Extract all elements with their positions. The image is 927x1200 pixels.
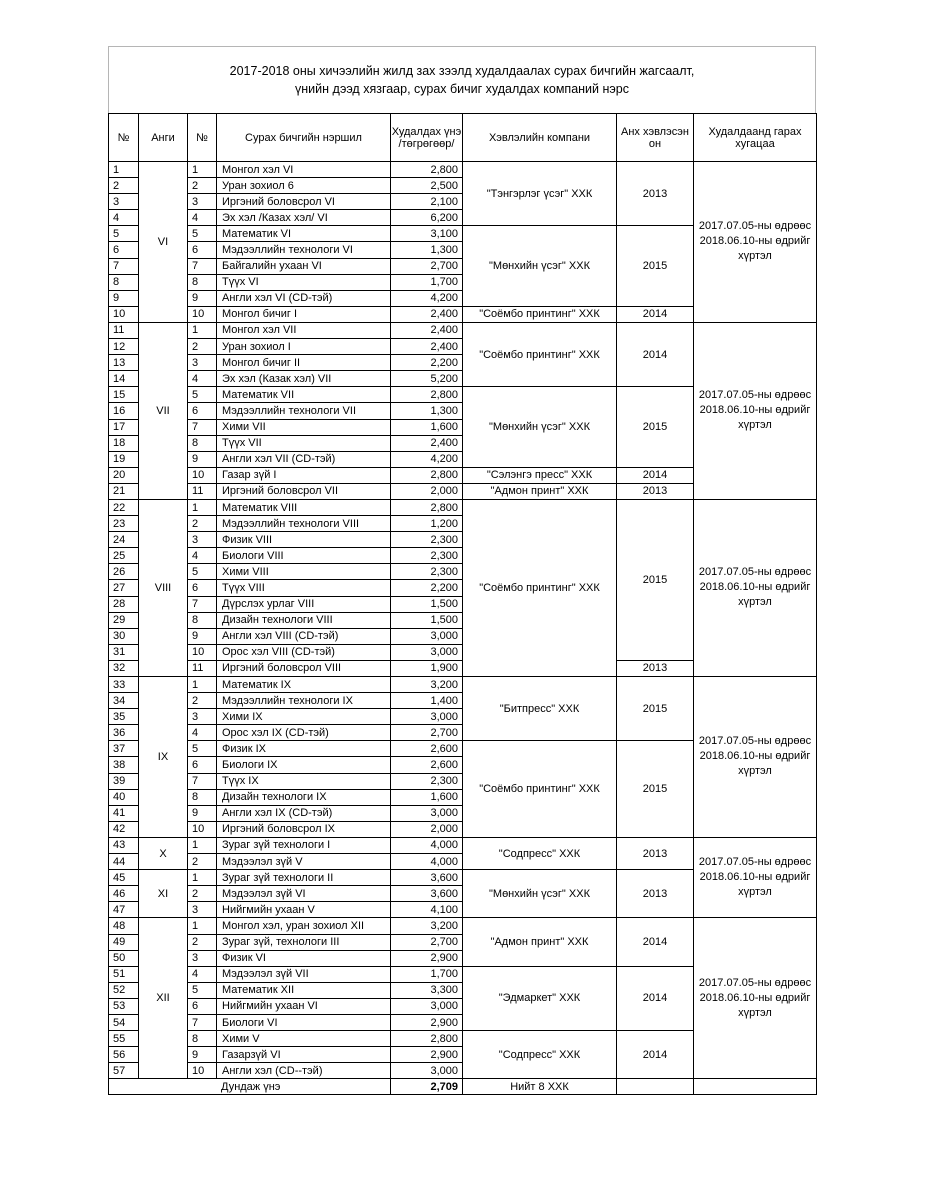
header-row xyxy=(109,114,817,162)
price-value: 3,000 xyxy=(391,805,463,821)
price-value: 2,600 xyxy=(391,741,463,757)
book-name: Физик VI xyxy=(217,950,391,966)
row-number: 28 xyxy=(109,596,139,612)
year-cell: 2013 xyxy=(617,162,694,226)
sub-number: 8 xyxy=(188,612,217,628)
book-name: Түүх VI xyxy=(217,274,391,290)
book-name: Англи хэл VIII (CD-тэй) xyxy=(217,628,391,644)
sale-period-cell: 2017.07.05-ны өдрөөс 2018.06.10-ны өдрийг хүртэл xyxy=(694,162,817,323)
row-number: 36 xyxy=(109,725,139,741)
sub-number: 3 xyxy=(188,902,217,918)
sub-number: 11 xyxy=(188,483,217,499)
sub-number: 1 xyxy=(188,837,217,853)
sub-number: 2 xyxy=(188,178,217,194)
table-row xyxy=(109,499,817,515)
title-box xyxy=(108,46,816,113)
year-cell: 2015 xyxy=(617,499,694,660)
book-name: Математик VI xyxy=(217,226,391,242)
price-value: 2,400 xyxy=(391,339,463,355)
price-value: 2,400 xyxy=(391,306,463,322)
book-name: Дүрслэх урлаг VIII xyxy=(217,596,391,612)
row-number: 51 xyxy=(109,966,139,982)
sub-number: 9 xyxy=(188,451,217,467)
book-name: Иргэний боловсрол IX xyxy=(217,821,391,837)
table-row xyxy=(109,918,817,934)
publisher-cell: "Соёмбо принтинг" ХХК xyxy=(463,741,617,838)
sub-number: 7 xyxy=(188,1014,217,1030)
row-number: 20 xyxy=(109,467,139,483)
publisher-cell: "Мөнхийн үсэг" ХХК xyxy=(463,387,617,467)
price-value: 2,700 xyxy=(391,934,463,950)
price-value: 3,000 xyxy=(391,644,463,660)
price-value: 4,200 xyxy=(391,290,463,306)
sub-number: 2 xyxy=(188,886,217,902)
grade-cell: VIII xyxy=(139,499,188,676)
row-number: 35 xyxy=(109,709,139,725)
sub-number: 5 xyxy=(188,982,217,998)
price-value: 2,800 xyxy=(391,1031,463,1047)
publisher-cell: "Соёмбо принтинг" ХХК xyxy=(463,499,617,676)
row-number: 9 xyxy=(109,290,139,306)
row-number: 4 xyxy=(109,210,139,226)
footer-row xyxy=(109,1079,817,1095)
row-number: 47 xyxy=(109,902,139,918)
sub-number: 2 xyxy=(188,516,217,532)
price-value: 3,000 xyxy=(391,709,463,725)
sub-number: 4 xyxy=(188,966,217,982)
row-number: 29 xyxy=(109,612,139,628)
row-number: 38 xyxy=(109,757,139,773)
book-name: Дизайн технологи IX xyxy=(217,789,391,805)
sub-number: 10 xyxy=(188,821,217,837)
row-number: 6 xyxy=(109,242,139,258)
row-number: 37 xyxy=(109,741,139,757)
row-number: 54 xyxy=(109,1014,139,1030)
year-cell: 2013 xyxy=(617,483,694,499)
book-name: Физик VIII xyxy=(217,532,391,548)
publisher-cell: "Соёмбо принтинг" ХХК xyxy=(463,322,617,386)
book-name: Мэдээллийн технологи VIII xyxy=(217,516,391,532)
price-value: 2,800 xyxy=(391,499,463,515)
sub-number: 11 xyxy=(188,660,217,676)
book-name: Иргэний боловсрол VII xyxy=(217,483,391,499)
year-cell: 2013 xyxy=(617,870,694,918)
sale-period-cell: 2017.07.05-ны өдрөөс 2018.06.10-ны өдрийг хүртэл xyxy=(694,837,817,917)
publisher-cell: "Битпресс" ХХК xyxy=(463,677,617,741)
book-name: Хими IX xyxy=(217,709,391,725)
sub-number: 8 xyxy=(188,274,217,290)
price-value: 4,000 xyxy=(391,854,463,870)
book-name: Монгол хэл VI xyxy=(217,162,391,178)
price-value: 2,300 xyxy=(391,548,463,564)
sub-number: 9 xyxy=(188,628,217,644)
row-number: 26 xyxy=(109,564,139,580)
price-value: 3,100 xyxy=(391,226,463,242)
price-value: 3,200 xyxy=(391,677,463,693)
price-value: 2,700 xyxy=(391,258,463,274)
price-value: 2,300 xyxy=(391,532,463,548)
price-value: 2,900 xyxy=(391,1014,463,1030)
price-value: 2,400 xyxy=(391,322,463,338)
price-value: 2,900 xyxy=(391,1047,463,1063)
book-name: Хими VII xyxy=(217,419,391,435)
row-number: 25 xyxy=(109,548,139,564)
price-value: 2,300 xyxy=(391,773,463,789)
book-name: Мэдээлэл зүй VI xyxy=(217,886,391,902)
sub-number: 10 xyxy=(188,467,217,483)
book-name: Газарзүй VI xyxy=(217,1047,391,1063)
sub-number: 4 xyxy=(188,725,217,741)
header-publisher: Хэвлэлийн компани xyxy=(463,114,617,162)
row-number: 16 xyxy=(109,403,139,419)
book-name: Орос хэл VIII (CD-тэй) xyxy=(217,644,391,660)
sub-number: 3 xyxy=(188,194,217,210)
header-first-year: Анх хэвлэсэн он xyxy=(617,114,694,162)
row-number: 52 xyxy=(109,982,139,998)
price-value: 1,200 xyxy=(391,516,463,532)
book-name: Математик IX xyxy=(217,677,391,693)
book-name: Нийгмийн ухаан V xyxy=(217,902,391,918)
sub-number: 2 xyxy=(188,693,217,709)
book-name: Мэдээллийн технологи VII xyxy=(217,403,391,419)
sub-number: 1 xyxy=(188,499,217,515)
sub-number: 1 xyxy=(188,322,217,338)
row-number: 48 xyxy=(109,918,139,934)
price-value: 2,800 xyxy=(391,387,463,403)
price-value: 1,600 xyxy=(391,419,463,435)
sub-number: 6 xyxy=(188,757,217,773)
row-number: 45 xyxy=(109,870,139,886)
row-number: 30 xyxy=(109,628,139,644)
book-name: Монгол хэл VII xyxy=(217,322,391,338)
price-value: 1,700 xyxy=(391,966,463,982)
book-name: Англи хэл IX (CD-тэй) xyxy=(217,805,391,821)
price-value: 6,200 xyxy=(391,210,463,226)
book-name: Монгол бичиг II xyxy=(217,355,391,371)
header-no: № xyxy=(109,114,139,162)
table-body xyxy=(109,162,817,1079)
row-number: 34 xyxy=(109,693,139,709)
price-value: 3,000 xyxy=(391,998,463,1014)
year-cell: 2014 xyxy=(617,1031,694,1079)
book-name: Түүх VII xyxy=(217,435,391,451)
price-value: 4,100 xyxy=(391,902,463,918)
book-name: Мэдээллийн технологи IX xyxy=(217,693,391,709)
sale-period-cell: 2017.07.05-ны өдрөөс 2018.06.10-ны өдрийг хүртэл xyxy=(694,677,817,838)
publisher-cell: "Адмон принт" ХХК xyxy=(463,918,617,966)
price-value: 2,900 xyxy=(391,950,463,966)
row-number: 12 xyxy=(109,339,139,355)
year-cell: 2015 xyxy=(617,226,694,306)
price-value: 2,400 xyxy=(391,435,463,451)
sub-number: 4 xyxy=(188,371,217,387)
row-number: 33 xyxy=(109,677,139,693)
row-number: 55 xyxy=(109,1031,139,1047)
book-name: Монгол бичиг I xyxy=(217,306,391,322)
total-companies: Нийт 8 ХХК xyxy=(463,1079,617,1095)
price-value: 3,000 xyxy=(391,628,463,644)
sub-number: 8 xyxy=(188,435,217,451)
title-line-1: 2017-2018 оны хичээлийн жилд зах зээлд худалдаалах сурах бичгийн жагсаалт, xyxy=(229,64,695,78)
sub-number: 5 xyxy=(188,741,217,757)
book-name: Англи хэл VI (CD-тэй) xyxy=(217,290,391,306)
header-price: Худалдах үнэ /төгрөгөөр/ xyxy=(391,114,463,162)
book-name: Хими V xyxy=(217,1031,391,1047)
price-value: 2,700 xyxy=(391,725,463,741)
publisher-cell: "Содпресс" ХХК xyxy=(463,837,617,869)
price-value: 4,000 xyxy=(391,837,463,853)
sub-number: 1 xyxy=(188,870,217,886)
book-name: Англи хэл (CD--тэй) xyxy=(217,1063,391,1079)
sub-number: 3 xyxy=(188,709,217,725)
row-number: 11 xyxy=(109,322,139,338)
book-name: Монгол хэл, уран зохиол XII xyxy=(217,918,391,934)
price-value: 1,900 xyxy=(391,660,463,676)
year-cell: 2015 xyxy=(617,387,694,467)
book-name: Эх хэл (Казак хэл) VII xyxy=(217,371,391,387)
textbook-price-sheet xyxy=(108,46,816,1095)
price-value: 3,600 xyxy=(391,870,463,886)
grade-cell: XI xyxy=(139,870,188,918)
sub-number: 10 xyxy=(188,644,217,660)
sub-number: 9 xyxy=(188,1047,217,1063)
sub-number: 9 xyxy=(188,805,217,821)
sub-number: 5 xyxy=(188,387,217,403)
year-cell: 2014 xyxy=(617,322,694,386)
price-value: 1,300 xyxy=(391,242,463,258)
book-name: Иргэний боловсрол VI xyxy=(217,194,391,210)
price-value: 3,000 xyxy=(391,1063,463,1079)
price-value: 2,100 xyxy=(391,194,463,210)
sub-number: 8 xyxy=(188,1031,217,1047)
row-number: 18 xyxy=(109,435,139,451)
sub-number: 2 xyxy=(188,339,217,355)
row-number: 2 xyxy=(109,178,139,194)
price-value: 1,400 xyxy=(391,693,463,709)
row-number: 32 xyxy=(109,660,139,676)
row-number: 14 xyxy=(109,371,139,387)
publisher-cell: "Содпресс" ХХК xyxy=(463,1031,617,1079)
sub-number: 6 xyxy=(188,998,217,1014)
book-name: Уран зохиол I xyxy=(217,339,391,355)
textbook-table xyxy=(108,113,817,1095)
sub-number: 8 xyxy=(188,789,217,805)
price-value: 5,200 xyxy=(391,371,463,387)
price-value: 2,000 xyxy=(391,483,463,499)
year-cell: 2015 xyxy=(617,677,694,741)
table-row xyxy=(109,322,817,338)
book-name: Зураг зүй технологи II xyxy=(217,870,391,886)
sub-number: 6 xyxy=(188,580,217,596)
header-period: Худалдаанд гарах хугацаа xyxy=(694,114,817,162)
book-name: Биологи VIII xyxy=(217,548,391,564)
row-number: 41 xyxy=(109,805,139,821)
sub-number: 3 xyxy=(188,532,217,548)
publisher-cell: "Тэнгэрлэг үсэг" ХХК xyxy=(463,162,617,226)
publisher-cell: "Адмон принт" ХХК xyxy=(463,483,617,499)
sub-number: 5 xyxy=(188,226,217,242)
sub-number: 7 xyxy=(188,773,217,789)
row-number: 31 xyxy=(109,644,139,660)
price-value: 2,300 xyxy=(391,564,463,580)
grade-cell: VII xyxy=(139,322,188,499)
row-number: 42 xyxy=(109,821,139,837)
table-row xyxy=(109,837,817,853)
year-cell: 2015 xyxy=(617,741,694,838)
book-name: Физик IX xyxy=(217,741,391,757)
sub-number: 6 xyxy=(188,403,217,419)
book-name: Орос хэл IX (CD-тэй) xyxy=(217,725,391,741)
sub-number: 10 xyxy=(188,1063,217,1079)
book-name: Биологи VI xyxy=(217,1014,391,1030)
sale-period-cell: 2017.07.05-ны өдрөөс 2018.06.10-ны өдрийг хүртэл xyxy=(694,918,817,1079)
row-number: 40 xyxy=(109,789,139,805)
book-name: Хими VIII xyxy=(217,564,391,580)
row-number: 24 xyxy=(109,532,139,548)
year-cell: 2013 xyxy=(617,660,694,676)
price-value: 1,700 xyxy=(391,274,463,290)
price-value: 2,600 xyxy=(391,757,463,773)
sub-number: 5 xyxy=(188,564,217,580)
price-value: 2,200 xyxy=(391,580,463,596)
sub-number: 3 xyxy=(188,950,217,966)
book-name: Түүх IX xyxy=(217,773,391,789)
publisher-cell: "Мөнхийн үсэг" ХХК xyxy=(463,226,617,306)
sale-period-cell: 2017.07.05-ны өдрөөс 2018.06.10-ны өдрийг хүртэл xyxy=(694,499,817,676)
row-number: 7 xyxy=(109,258,139,274)
sub-number: 4 xyxy=(188,210,217,226)
publisher-cell: "Сэлэнгэ пресс" ХХК xyxy=(463,467,617,483)
book-name: Дизайн технологи VIII xyxy=(217,612,391,628)
book-name: Эх хэл /Казах хэл/ VI xyxy=(217,210,391,226)
book-name: Англи хэл VII (CD-тэй) xyxy=(217,451,391,467)
grade-cell: XII xyxy=(139,918,188,1079)
price-value: 2,200 xyxy=(391,355,463,371)
sub-number: 10 xyxy=(188,306,217,322)
sub-number: 4 xyxy=(188,548,217,564)
row-number: 5 xyxy=(109,226,139,242)
sub-number: 1 xyxy=(188,918,217,934)
price-value: 4,200 xyxy=(391,451,463,467)
sub-number: 7 xyxy=(188,258,217,274)
price-value: 2,800 xyxy=(391,162,463,178)
price-value: 2,000 xyxy=(391,821,463,837)
year-cell: 2013 xyxy=(617,837,694,869)
publisher-cell: "Мөнхийн үсэг" ХХК xyxy=(463,870,617,918)
table-row xyxy=(109,162,817,178)
year-cell: 2014 xyxy=(617,918,694,966)
sub-number: 7 xyxy=(188,596,217,612)
table-row xyxy=(109,677,817,693)
book-name: Зураг зүй, технологи III xyxy=(217,934,391,950)
row-number: 49 xyxy=(109,934,139,950)
book-name: Газар зүй I xyxy=(217,467,391,483)
publisher-cell: "Эдмаркет" ХХК xyxy=(463,966,617,1030)
price-value: 3,600 xyxy=(391,886,463,902)
row-number: 17 xyxy=(109,419,139,435)
book-name: Математик XII xyxy=(217,982,391,998)
header-sub-no: № xyxy=(188,114,217,162)
sub-number: 3 xyxy=(188,355,217,371)
row-number: 50 xyxy=(109,950,139,966)
book-name: Зураг зүй технологи I xyxy=(217,837,391,853)
average-price-value: 2,709 xyxy=(391,1079,463,1095)
row-number: 39 xyxy=(109,773,139,789)
row-number: 19 xyxy=(109,451,139,467)
sub-number: 1 xyxy=(188,162,217,178)
year-cell: 2014 xyxy=(617,966,694,1030)
price-value: 2,500 xyxy=(391,178,463,194)
row-number: 57 xyxy=(109,1063,139,1079)
row-number: 22 xyxy=(109,499,139,515)
row-number: 1 xyxy=(109,162,139,178)
year-cell: 2014 xyxy=(617,467,694,483)
book-name: Мэдээлэл зүй V xyxy=(217,854,391,870)
price-value: 3,200 xyxy=(391,918,463,934)
sub-number: 2 xyxy=(188,934,217,950)
sub-number: 1 xyxy=(188,677,217,693)
year-cell: 2014 xyxy=(617,306,694,322)
row-number: 13 xyxy=(109,355,139,371)
book-name: Байгалийн ухаан VI xyxy=(217,258,391,274)
price-value: 1,300 xyxy=(391,403,463,419)
book-name: Түүх VIII xyxy=(217,580,391,596)
row-number: 15 xyxy=(109,387,139,403)
header-grade: Анги xyxy=(139,114,188,162)
book-name: Иргэний боловсрол VIII xyxy=(217,660,391,676)
book-name: Математик VII xyxy=(217,387,391,403)
row-number: 53 xyxy=(109,998,139,1014)
row-number: 44 xyxy=(109,854,139,870)
grade-cell: VI xyxy=(139,162,188,323)
row-number: 23 xyxy=(109,516,139,532)
book-name: Мэдээлэл зүй VII xyxy=(217,966,391,982)
row-number: 8 xyxy=(109,274,139,290)
average-price-label: Дундаж үнэ xyxy=(109,1079,391,1095)
row-number: 27 xyxy=(109,580,139,596)
book-name: Математик VIII xyxy=(217,499,391,515)
book-name: Мэдээллийн технологи VI xyxy=(217,242,391,258)
grade-cell: IX xyxy=(139,677,188,838)
price-value: 1,500 xyxy=(391,596,463,612)
book-name: Биологи IX xyxy=(217,757,391,773)
price-value: 1,600 xyxy=(391,789,463,805)
row-number: 21 xyxy=(109,483,139,499)
grade-cell: X xyxy=(139,837,188,869)
row-number: 56 xyxy=(109,1047,139,1063)
price-value: 3,300 xyxy=(391,982,463,998)
book-name: Уран зохиол 6 xyxy=(217,178,391,194)
title-line-2: үнийн дээд хязгаар, сурах бичиг худалдах компаний нэрс xyxy=(295,82,629,96)
publisher-cell: "Соёмбо принтинг" ХХК xyxy=(463,306,617,322)
book-name: Нийгмийн ухаан VI xyxy=(217,998,391,1014)
header-book-name: Сурах бичгийн нэршил xyxy=(217,114,391,162)
footer-empty-period xyxy=(694,1079,817,1095)
price-value: 1,500 xyxy=(391,612,463,628)
row-number: 43 xyxy=(109,837,139,853)
sub-number: 6 xyxy=(188,242,217,258)
footer-empty-year xyxy=(617,1079,694,1095)
price-value: 2,800 xyxy=(391,467,463,483)
sale-period-cell: 2017.07.05-ны өдрөөс 2018.06.10-ны өдрийг хүртэл xyxy=(694,322,817,499)
row-number: 3 xyxy=(109,194,139,210)
sub-number: 9 xyxy=(188,290,217,306)
row-number: 46 xyxy=(109,886,139,902)
sub-number: 2 xyxy=(188,854,217,870)
sub-number: 7 xyxy=(188,419,217,435)
row-number: 10 xyxy=(109,306,139,322)
